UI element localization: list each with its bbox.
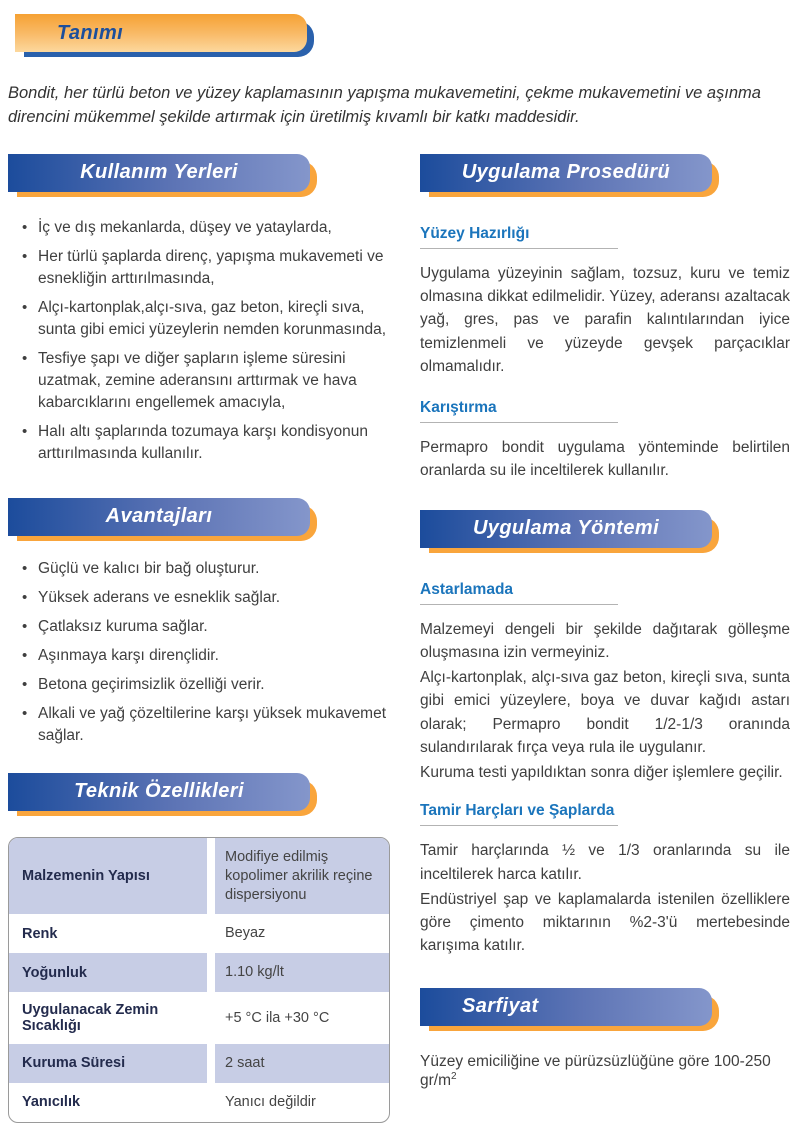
table-column-gutter: [207, 1083, 215, 1122]
list-item: • Güçlü ve kalıcı bir bağ oluşturur.: [22, 558, 392, 580]
section-title-teknik: Teknik Özellikleri: [74, 780, 244, 803]
section-banner-tanimi: [15, 14, 307, 52]
technical-properties-table: [8, 837, 390, 1123]
table-row-label: Malzemenin Yapısı: [9, 838, 207, 915]
table-row-value: Yanıcı değildir: [225, 1093, 316, 1110]
table-row: [9, 1083, 389, 1122]
table-row-label: Yanıcılık: [22, 1094, 81, 1111]
paragraph: Alçı-kartonplak, alçı-sıva gaz beton, kireçli sıva, sunta gibi emici yüzeylere, boya ve duvar kağıdı astarı olarak; Permapro bondit 1/2-1/3 oranında sulandırılarak fırça veya rula ile uygulanır.: [420, 669, 790, 756]
list-item: • Çatlaksız kuruma sağlar.: [22, 616, 392, 638]
table-column-gutter: [207, 838, 215, 915]
table-row-label: Uygulanacak Zemin Sıcaklığı: [22, 1002, 159, 1035]
list-item: • Aşınmaya karşı dirençlidir.: [22, 645, 392, 667]
list-item: • Alkali ve yağ çözeltilerine karşı yüksek mukavemet sağlar.: [22, 703, 392, 747]
table-row-value: Beyaz: [225, 925, 266, 942]
table-row: [9, 838, 389, 915]
section-title-yontem: Uygulama Yöntemi: [472, 517, 660, 540]
table-row-value: 2 saat: [215, 1044, 389, 1083]
table-column-gutter: [207, 914, 215, 953]
section-banner-avantajlar: [8, 498, 310, 536]
subsection-heading-astarlama: Astarlamada: [420, 581, 618, 605]
section-banner-teknik: [8, 773, 310, 811]
table-row: [9, 1044, 389, 1083]
subsection-heading-tamir: Tamir Harçları ve Şaplarda: [420, 802, 618, 826]
table-row-value: 1.10 kg/lt: [215, 953, 389, 992]
table-row-value: Modifiye edilmiş kopolimer akrilik reçine dispersiyonu: [215, 838, 389, 915]
subsection-heading-karistirma: Karıştırma: [420, 399, 618, 423]
table-row: [9, 992, 389, 1044]
list-item: • İç ve dış mekanlarda, düşey ve yataylarda,: [22, 217, 392, 239]
table-column-gutter: [207, 992, 215, 1044]
section-title-prosedur: Uygulama Prosedürü: [461, 161, 671, 184]
kullanim-list: [8, 217, 392, 465]
section-title-tanimi: Tanımı: [57, 21, 124, 44]
banner-face-blue: [420, 510, 712, 548]
sarfiyat-superscript: 2: [451, 1070, 457, 1082]
table-row-label: Kuruma Süresi: [9, 1044, 207, 1083]
paragraph: Endüstriyel şap ve kaplamalarda istenilen özelliklere göre çimento miktarının %2-3'ü mertebesinde karışıma katılır.: [420, 890, 790, 955]
left-column: [8, 154, 392, 1123]
table-row: [9, 953, 389, 992]
table-column-gutter: [207, 1044, 215, 1083]
banner-face-blue: [8, 154, 310, 192]
banner-face-blue: [8, 773, 310, 811]
sarfiyat-value: [420, 1053, 790, 1090]
banner-face-blue: [8, 498, 310, 536]
section-banner-sarfiyat: [420, 988, 712, 1026]
section-banner-prosedur: [420, 154, 712, 192]
section-banner-yontem: [420, 510, 712, 548]
two-column-layout: [8, 154, 790, 1123]
section-title-avantajlar: Avantajları: [105, 505, 213, 528]
table-column-gutter: [207, 953, 215, 992]
banner-face-blue: [420, 988, 712, 1026]
paragraph: Permapro bondit uygulama yönteminde belirtilen oranlarda su ile inceltilerek kullanılır.: [420, 439, 790, 480]
sarfiyat-text: Yüzey emiciliğine ve pürüzsüzlüğüne göre 100-250 gr/m: [420, 1052, 771, 1089]
list-item: • Halı altı şaplarında tozumaya karşı kondisyonun arttırılmasında kullanılır.: [22, 421, 392, 465]
paragraph: Kuruma testi yapıldıktan sonra diğer işlemlere geçilir.: [420, 764, 783, 782]
table-row-label: Yoğunluk: [9, 953, 207, 992]
list-item: • Alçı-kartonplak,alçı-sıva, gaz beton, kireçli sıva, sunta gibi emici yüzeylerin nemden korunmasında,: [22, 297, 392, 341]
paragraph: Malzemeyi dengeli bir şekilde dağıtarak gölleşme oluşmasına izin vermeyiniz.: [420, 620, 790, 661]
banner-face-blue: [420, 154, 712, 192]
paragraph: Tamir harçlarında ½ ve 1/3 oranlarında su ile inceltilerek harca katılır.: [420, 842, 790, 883]
section-title-kullanim: Kullanım Yerleri: [80, 161, 238, 184]
table-row: [9, 914, 389, 953]
list-item: • Her türlü şaplarda direnç, yapışma mukavemeti ve esnekliğin arttırılmasında,: [22, 246, 392, 290]
avantajlar-list: [8, 558, 392, 747]
intro-paragraph: Bondit, her türlü beton ve yüzey kaplamasının yapışma mukavemetini, çekme mukavemetini ve aşınma direncini mükemmel şekilde artırmak için üretilmiş kıvamlı bir katkı maddesidir.: [8, 84, 761, 126]
list-item: • Betona geçirimsizlik özelliği verir.: [22, 674, 392, 696]
section-title-sarfiyat: Sarfiyat: [462, 995, 539, 1018]
paragraph: Uygulama yüzeyinin sağlam, tozsuz, kuru ve temiz olmasına dikkat edilmelidir. Yüzey, aderansı azaltacak yağ, gres, pas ve parafin kalıntılarından iyice temizlenmeli ve yüzeyde gevşek parçacıklar olmamalıdır.: [420, 264, 790, 375]
section-banner-kullanim: [8, 154, 310, 192]
subsection-heading-yuzey: Yüzey Hazırlığı: [420, 225, 618, 249]
list-item: • Tesfiye şapı ve diğer şapların işleme süresini uzatmak, zemine aderansını arttırmak ve hava kabarcıklarını engellemek amacıyla,: [22, 348, 392, 414]
right-column: [420, 154, 790, 1123]
table-row-value: +5 °C ila +30 °C: [225, 1009, 330, 1026]
list-item: • Yüksek aderans ve esneklik sağlar.: [22, 587, 392, 609]
table-row-label: Renk: [22, 925, 58, 942]
banner-face-orange: [15, 14, 307, 52]
